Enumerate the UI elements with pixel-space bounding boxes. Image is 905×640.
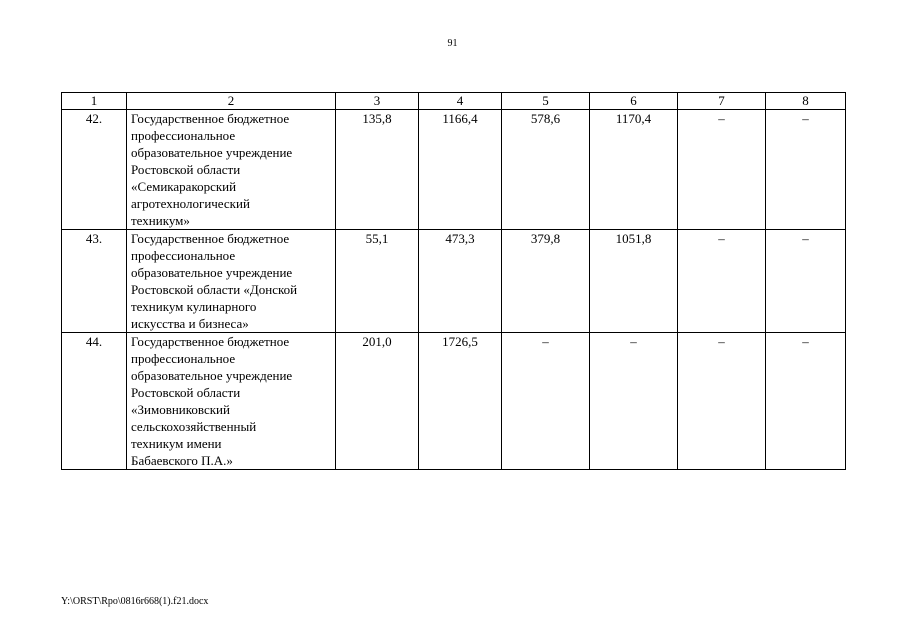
row-number: 44.	[62, 333, 127, 470]
name-line: профессиональное	[131, 248, 236, 263]
cell-col-5: 379,8	[502, 230, 590, 333]
cell-col-8: –	[766, 230, 846, 333]
page-number: 91	[447, 38, 458, 49]
institution-name	[127, 230, 336, 333]
table-row	[62, 333, 846, 470]
cell-col-7: –	[678, 230, 766, 333]
column-header: 4	[419, 93, 502, 110]
name-line: образовательное учреждение	[131, 368, 293, 383]
name-line: Ростовской области «Донской	[131, 282, 298, 297]
name-line: профессиональное	[131, 128, 236, 143]
cell-col-8: –	[766, 110, 846, 230]
cell-col-4: 473,3	[419, 230, 502, 333]
column-header: 5	[502, 93, 590, 110]
column-header: 2	[127, 93, 336, 110]
name-line: профессиональное	[131, 351, 236, 366]
name-line: техникум кулинарного	[131, 299, 257, 314]
name-line: Ростовской области	[131, 162, 241, 177]
institution-name	[127, 110, 336, 230]
table-row	[62, 230, 846, 333]
cell-col-3: 201,0	[336, 333, 419, 470]
name-line: искусства и бизнеса»	[131, 316, 249, 331]
cell-col-6: 1051,8	[590, 230, 678, 333]
column-header: 1	[62, 93, 127, 110]
name-line: техникум»	[131, 213, 190, 228]
name-line: Ростовской области	[131, 385, 241, 400]
cell-col-8: –	[766, 333, 846, 470]
name-line: «Зимовниковский	[131, 402, 230, 417]
cell-col-7: –	[678, 110, 766, 230]
table-header-row	[62, 93, 846, 110]
column-header: 6	[590, 93, 678, 110]
cell-col-5: –	[502, 333, 590, 470]
cell-col-7: –	[678, 333, 766, 470]
row-number: 43.	[62, 230, 127, 333]
cell-col-4: 1726,5	[419, 333, 502, 470]
name-line: «Семикаракорский	[131, 179, 237, 194]
name-line: Государственное бюджетное	[131, 334, 290, 349]
column-header: 3	[336, 93, 419, 110]
name-line: сельскохозяйственный	[131, 419, 257, 434]
cell-col-5: 578,6	[502, 110, 590, 230]
data-table	[61, 92, 846, 470]
name-line: Государственное бюджетное	[131, 111, 290, 126]
name-line: образовательное учреждение	[131, 145, 293, 160]
row-number: 42.	[62, 110, 127, 230]
cell-col-6: 1170,4	[590, 110, 678, 230]
column-header: 7	[678, 93, 766, 110]
table-row	[62, 110, 846, 230]
cell-col-3: 135,8	[336, 110, 419, 230]
footer-file-path: Y:\ORST\Rpo\0816r668(1).f21.docx	[61, 596, 209, 607]
name-line: агротехнологический	[131, 196, 250, 211]
name-line: Государственное бюджетное	[131, 231, 290, 246]
name-line: техникум имени	[131, 436, 222, 451]
institution-name	[127, 333, 336, 470]
name-line: Бабаевского П.А.»	[131, 453, 233, 468]
cell-col-3: 55,1	[336, 230, 419, 333]
cell-col-4: 1166,4	[419, 110, 502, 230]
column-header: 8	[766, 93, 846, 110]
name-line: образовательное учреждение	[131, 265, 293, 280]
cell-col-6: –	[590, 333, 678, 470]
